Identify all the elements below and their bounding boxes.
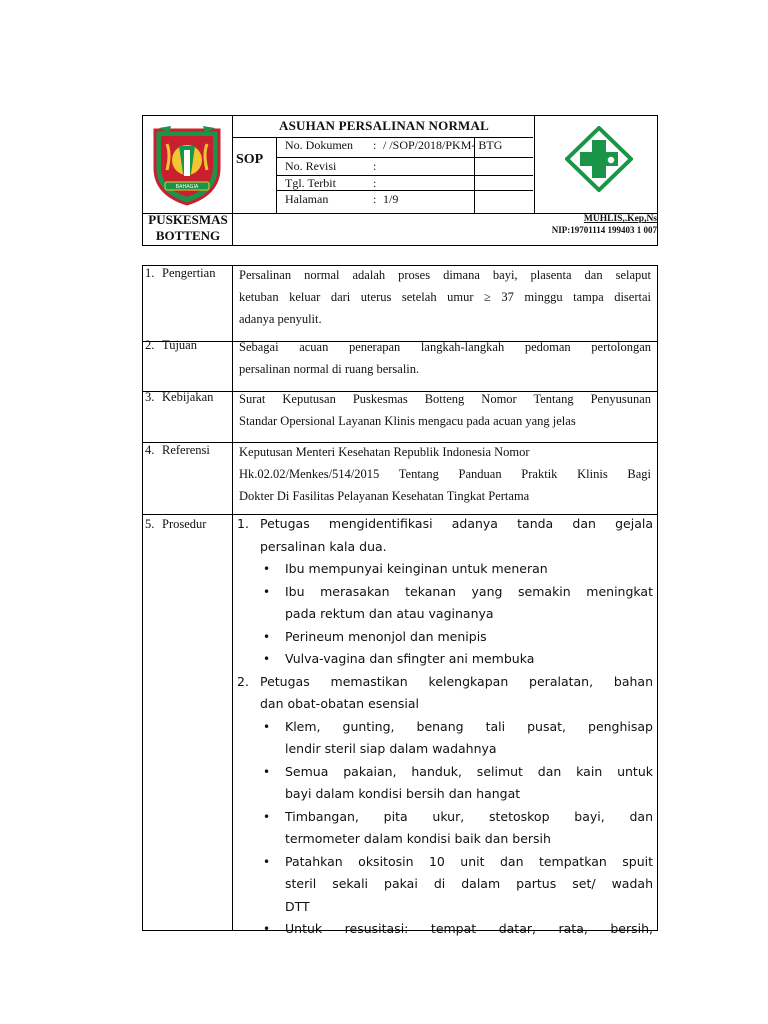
text-line: Dokter Di Fasilitas Pelayanan Kesehatan Tingkat Pertama bbox=[239, 489, 530, 503]
bullet-text: bayi dalam kondisi bersih dan hangat bbox=[285, 786, 521, 801]
document-title: ASUHAN PERSALINAN NORMAL bbox=[279, 118, 489, 133]
bullet-text: Klem, gunting, benang tali pusat, penghisap bbox=[285, 718, 653, 734]
bullet-icon: • bbox=[263, 562, 271, 576]
bullet-icon: • bbox=[263, 809, 271, 824]
meta-value: 1/9 bbox=[383, 192, 399, 206]
procedure-list bbox=[237, 513, 653, 941]
header-divider bbox=[534, 138, 535, 213]
puskesmas-cross-logo bbox=[565, 126, 633, 192]
section-label-kebijakan bbox=[145, 390, 213, 405]
meta-row-document bbox=[285, 138, 502, 153]
text-line: ketuban keluar dari uterus setelah umur ≥ 37 minggu tampa disertai bbox=[239, 290, 651, 304]
step-number: 1. bbox=[237, 516, 249, 531]
section-label-text: Kebijakan bbox=[162, 390, 214, 404]
seal-text: BAHAGIA bbox=[175, 184, 199, 190]
bullet-icon: • bbox=[263, 584, 271, 599]
signer-block bbox=[535, 214, 657, 236]
procedure-bullet bbox=[237, 558, 653, 581]
section-text-tujuan bbox=[239, 336, 651, 380]
bullet-icon: • bbox=[263, 922, 271, 936]
text-line: Hk.02.02/Menkes/514/2015 Tentang Panduan Praktik Klinis Bagi bbox=[239, 467, 651, 481]
meta-key: No. Dokumen bbox=[285, 138, 353, 152]
bullet-text: lendir steril siap dalam wadahnya bbox=[285, 741, 497, 756]
procedure-bullet bbox=[237, 716, 653, 739]
section-text-referensi bbox=[239, 441, 651, 507]
header-divider bbox=[276, 157, 533, 158]
bullet-text: DTT bbox=[285, 898, 310, 914]
section-text-pengertian bbox=[239, 264, 651, 330]
procedure-step bbox=[237, 671, 653, 694]
puskesmas-line1: PUSKESMAS bbox=[148, 212, 228, 227]
sop-header-table bbox=[142, 115, 658, 246]
procedure-bullet bbox=[237, 648, 653, 671]
header-divider bbox=[534, 116, 535, 138]
puskesmas-line2: BOTTENG bbox=[155, 228, 221, 243]
meta-colon: : bbox=[373, 176, 377, 190]
text-line: Standar Opersional Layanan Klinis mengacu pada acuan yang jelas bbox=[239, 414, 576, 428]
section-label-pengertian bbox=[145, 266, 215, 281]
signer-nip: NIP:19701114 199403 1 007 bbox=[551, 225, 657, 235]
procedure-bullet bbox=[237, 581, 653, 604]
step-text: dan obat-obatan esensial bbox=[260, 696, 420, 711]
sop-label: SOP bbox=[236, 152, 264, 167]
bullet-text: Semua pakaian, handuk, selimut dan kain untuk bbox=[285, 763, 653, 779]
text-line: Surat Keputusan Puskesmas Botteng Nomor Tentang Penyusunan bbox=[239, 392, 651, 406]
meta-key: No. Revisi bbox=[285, 159, 337, 173]
label-column-divider bbox=[232, 266, 233, 930]
meta-value: / /SOP/2018/PKM- BTG bbox=[383, 138, 503, 152]
step-text: persalinan kala dua. bbox=[260, 538, 387, 554]
meta-row-revision bbox=[285, 159, 383, 174]
step-text: Petugas memastikan kelengkapan peralatan, bahan bbox=[260, 673, 653, 689]
bullet-icon: • bbox=[263, 764, 271, 779]
procedure-bullet bbox=[237, 918, 653, 941]
section-number: 2. bbox=[145, 338, 155, 352]
procedure-bullet bbox=[237, 851, 653, 874]
text-line: persalinan normal di ruang bersalin. bbox=[239, 362, 420, 376]
procedure-bullet bbox=[237, 761, 653, 784]
procedure-bullet bbox=[237, 626, 653, 649]
bullet-icon: • bbox=[263, 629, 271, 644]
signer-name: MUHLIS,.Kep,Ns bbox=[583, 214, 657, 224]
bullet-text: Ibu merasakan tekanan yang semakin meningkat bbox=[285, 583, 653, 599]
bullet-icon: • bbox=[263, 652, 271, 666]
bullet-text: termometer dalam kondisi baik dan bersih bbox=[285, 831, 551, 846]
bullet-text: Timbangan, pita ukur, stetoskop bayi, dan bbox=[285, 808, 653, 824]
meta-colon: : bbox=[373, 138, 377, 152]
bullet-text: Patahkan oksitosin 10 unit dan tempatkan spuit bbox=[285, 853, 653, 869]
bullet-text: pada rektum dan atau vaginanya bbox=[285, 606, 494, 621]
text-line: Sebagai acuan penerapan langkah-langkah pedoman pertolongan bbox=[239, 340, 651, 354]
section-label-text: Prosedur bbox=[162, 517, 207, 531]
text-line: Persalinan normal adalah proses dimana bayi, plasenta dan selaput bbox=[239, 268, 651, 282]
meta-colon: : bbox=[373, 192, 377, 206]
meta-colon: : bbox=[373, 159, 377, 173]
section-number: 1. bbox=[145, 266, 155, 280]
meta-row-page bbox=[285, 192, 398, 207]
bullet-text: Perineum menonjol dan menipis bbox=[285, 628, 487, 644]
text-line: adanya penyulit. bbox=[239, 312, 322, 326]
section-label-prosedur bbox=[145, 517, 206, 532]
bullet-text: steril sekali pakai di dalam partus set/ wadah bbox=[285, 876, 653, 891]
puskesmas-name bbox=[143, 212, 233, 244]
meta-key: Tgl. Terbit bbox=[285, 176, 336, 190]
section-number: 3. bbox=[145, 390, 155, 404]
procedure-step bbox=[237, 513, 653, 536]
meta-row-issue-date bbox=[285, 176, 383, 191]
section-number: 4. bbox=[145, 443, 155, 457]
bullet-text: Ibu mempunyai keinginan untuk meneran bbox=[285, 561, 548, 576]
regency-logo bbox=[149, 124, 225, 206]
bullet-text: Vulva-vagina dan sfingter ani membuka bbox=[285, 651, 535, 666]
section-label-text: Pengertian bbox=[162, 266, 216, 280]
section-label-tujuan bbox=[145, 338, 197, 353]
bullet-text: Untuk resusitasi: tempat datar, rata, bersih, bbox=[285, 921, 653, 936]
section-label-text: Tujuan bbox=[162, 338, 197, 352]
section-label-referensi bbox=[145, 443, 210, 458]
section-text-kebijakan bbox=[239, 388, 651, 432]
section-label-text: Referensi bbox=[162, 443, 210, 457]
sop-content-table bbox=[142, 265, 658, 936]
meta-key: Halaman bbox=[285, 192, 329, 206]
section-number: 5. bbox=[145, 517, 155, 531]
procedure-bullet bbox=[237, 806, 653, 829]
bullet-icon: • bbox=[263, 854, 271, 869]
bullet-icon: • bbox=[263, 719, 271, 734]
text-line: Keputusan Menteri Kesehatan Republik Indonesia Nomor bbox=[239, 445, 530, 459]
step-number: 2. bbox=[237, 673, 249, 689]
step-text: Petugas mengidentifikasi adanya tanda dan gejala bbox=[260, 516, 653, 531]
